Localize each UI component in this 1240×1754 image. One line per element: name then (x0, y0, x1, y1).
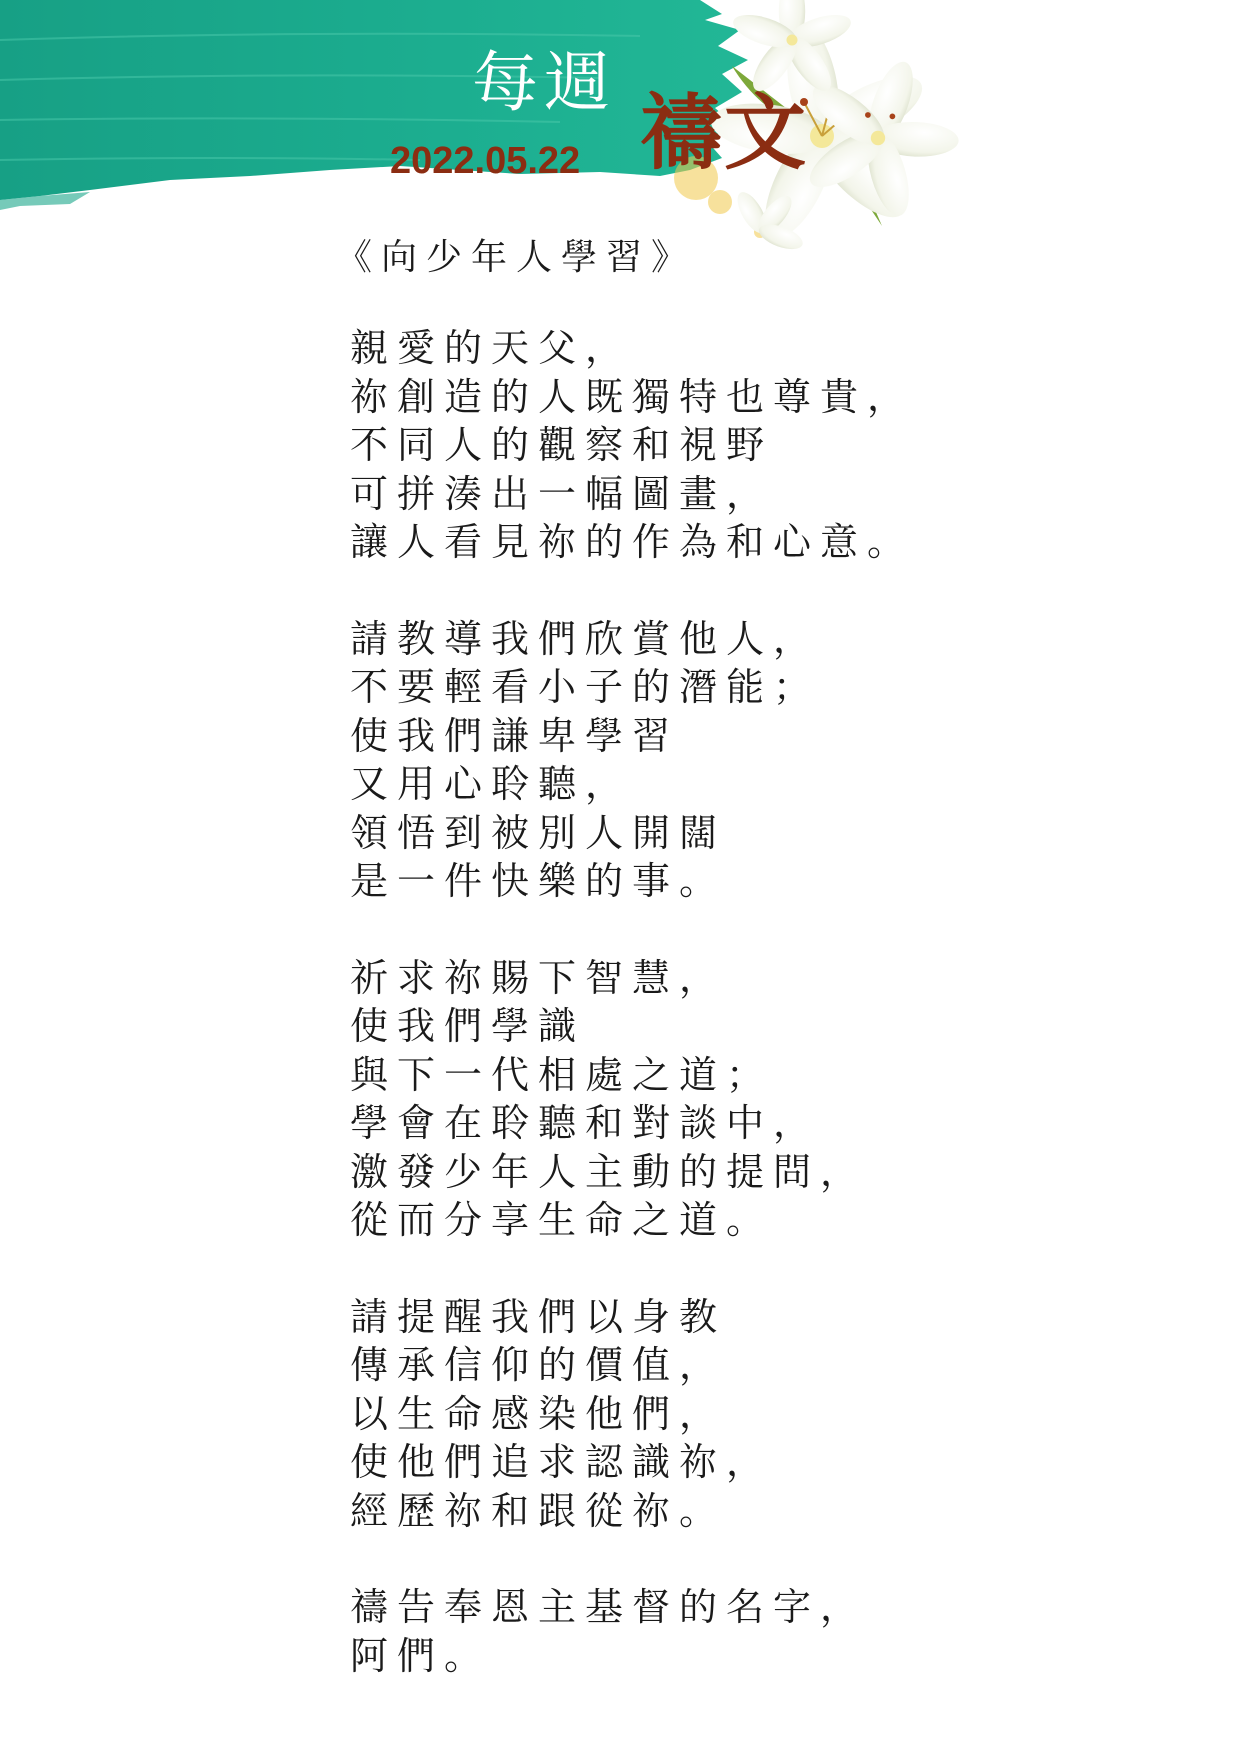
prayer-stanza (350, 1583, 1050, 1680)
prayer-body (336, 232, 1050, 1728)
prayer-line: 傳承信仰的價值， (350, 1343, 727, 1387)
prayer-line: 以生命感染他們， (350, 1391, 727, 1436)
prayer-line: 讓人看見祢的作為和心意。 (350, 520, 915, 564)
prayer-line: 學會在聆聽和對談中， (350, 1101, 821, 1145)
prayer-line: 領悟到被別人開闊 (350, 810, 727, 855)
header-banner (0, 0, 1240, 260)
prayer-line: 可拼湊出一幅圖畫， (350, 471, 774, 516)
prayer-line: 使我們學識 (350, 1004, 586, 1048)
prayer-label: 禱文 (640, 85, 809, 181)
prayer-line: 禱告奉恩主基督的名字， (350, 1585, 868, 1629)
brush-stroke-background (0, 0, 1240, 260)
prayer-line: 是一件快樂的事。 (350, 859, 727, 903)
prayer-stanza (350, 615, 1050, 906)
prayer-stanza (350, 1293, 1050, 1536)
prayer-stanza (350, 954, 1050, 1245)
prayer-title: 《向少年人學習》 (336, 237, 697, 278)
prayer-line: 使他們追求認識祢， (350, 1440, 774, 1484)
prayer-line: 阿們。 (350, 1633, 492, 1678)
prayer-line: 請教導我們欣賞他人， (350, 616, 821, 661)
prayer-line: 使我們謙卑學習 (350, 713, 680, 758)
green-brush-shape (0, 0, 748, 200)
prayer-stanza (350, 324, 1050, 567)
weekly-label: 每週 (472, 44, 616, 121)
prayer-line: 祈求祢賜下智慧， (350, 955, 727, 1000)
prayer-line: 與下一代相處之道； (350, 1052, 774, 1097)
prayer-line: 不要輕看小子的潛能； (350, 665, 821, 709)
prayer-line: 親愛的天父， (350, 326, 633, 370)
prayer-line: 又用心聆聽， (350, 762, 633, 806)
prayer-line: 從而分享生命之道。 (350, 1198, 774, 1242)
prayer-line: 祢創造的人既獨特也尊貴， (350, 374, 915, 419)
prayer-line: 請提醒我們以身教 (350, 1294, 727, 1339)
prayer-line: 不同人的觀察和視野 (350, 423, 774, 467)
prayer-line: 經歷祢和跟從祢。 (350, 1488, 727, 1533)
prayer-line: 激發少年人主動的提問， (350, 1149, 868, 1194)
prayer-date: 2022.05.22 (390, 140, 581, 182)
